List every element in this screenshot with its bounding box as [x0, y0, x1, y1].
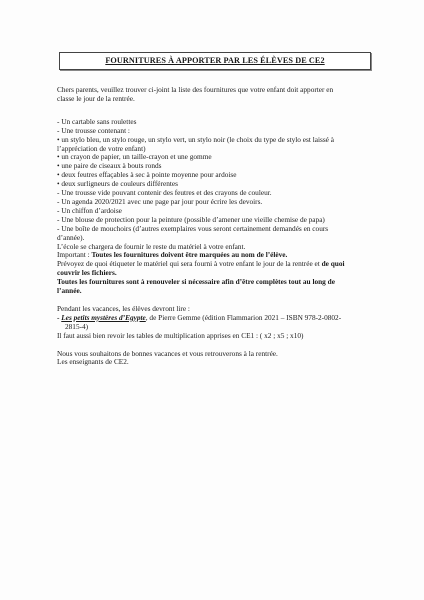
supply-chiffon: - Un chiffon d’ardoise: [57, 205, 122, 215]
intro-line-2: classe le jour de la rentrée.: [57, 93, 135, 103]
renew-line-2: l’année.: [57, 286, 82, 296]
document-body: [57, 86, 373, 367]
supply-crayon: • un crayon de papier, un taille-crayon et une gomme: [57, 152, 212, 162]
important-bold-2: de quoi: [321, 259, 345, 269]
important-bold: Toutes les fournitures doivent être marquées au nom de l’élève.: [91, 250, 288, 260]
supply-stylos-cont: l’appréciation de votre enfant): [57, 143, 146, 153]
supply-trousse-vide: - Une trousse vide pouvant contenir des feutres et des crayons de couleur.: [57, 188, 272, 198]
page-title: FOURNITURES À APPORTER PAR LES ÉLÈVES DE CE2: [105, 55, 325, 65]
renew-line-1: Toutes les fournitures sont à renouveler si nécessaire afin d’être complètes tout au long de: [57, 277, 335, 287]
closing-line-2: Les enseignants de CE2.: [57, 357, 129, 367]
supply-feutres: • deux feutres effaçables à sec à pointe moyenne pour ardoise: [57, 170, 237, 180]
reading-book-prefix: -: [57, 312, 62, 322]
supply-mouchoirs-cont: d’année).: [57, 232, 85, 242]
reading-book-rest: , de Pierre Gemme (édition Flammarion 2021 – ISBN 978-2-0802-: [145, 312, 342, 322]
supply-mouchoirs: - Une boîte de mouchoirs (d’autres exemplaires vous seront certainement demandés en cours: [57, 223, 329, 233]
title-box: [59, 52, 371, 70]
important-label: Important :: [57, 250, 92, 260]
supply-agenda: - Un agenda 2020/2021 avec une page par jour pour écrire les devoirs.: [57, 196, 263, 206]
reading-book: [57, 314, 373, 323]
school-note: L’école se chargera de fournir le reste du matériel à votre enfant.: [57, 241, 246, 251]
reading-tables: Il faut aussi bien revoir les tables de multiplication apprises en CE1 : ( x2 ; x5 ; x10): [57, 330, 304, 340]
closing-line-1: Nous vous souhaitons de bonnes vacances et vous retrouverons à la rentrée.: [57, 348, 278, 358]
supply-trousse: - Une trousse contenant :: [57, 125, 130, 135]
reading-book-isbn: 2815-4): [65, 321, 89, 331]
supply-stylos: • un stylo bleu, un stylo rouge, un stylo vert, un stylo noir (le choix du type de stylo est laissé à: [57, 134, 334, 144]
supply-surligneurs: • deux surligneurs de couleurs différentes: [57, 179, 178, 189]
important-line-3: couvrir les fichiers.: [57, 268, 117, 278]
supply-ciseaux: • une paire de ciseaux à bouts ronds: [57, 161, 162, 171]
reading-book-title: Les petits mystères d’Egypte: [61, 312, 146, 322]
important-text: Prévoyez de quoi étiqueter le matériel qui sera fourni à votre enfant le jour de la rentrée et: [57, 259, 322, 269]
supply-cartable: - Un cartable sans roulettes: [57, 116, 137, 126]
supply-blouse: - Une blouse de protection pour la peinture (possible d’amener une vieille chemise de papa): [57, 214, 325, 224]
reading-intro: Pendant les vacances, les élèves devront lire :: [57, 303, 190, 313]
intro-line-1: Chers parents, veuillez trouver ci-joint la liste des fournitures que votre enfant doit apporter en: [57, 85, 334, 94]
